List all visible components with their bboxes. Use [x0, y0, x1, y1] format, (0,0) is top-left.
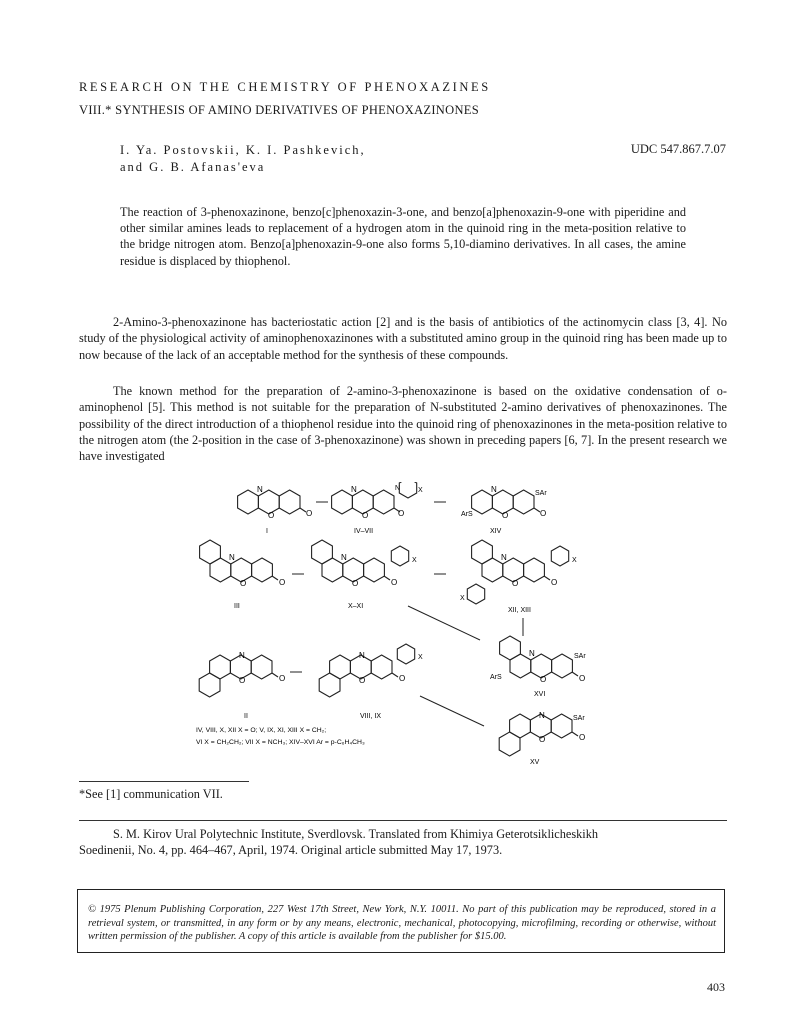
- atom-o: O: [551, 578, 558, 587]
- affiliation-line-2: Soedinenii, No. 4, pp. 464–467, April, 1974. Original article submitted May 17, 1973.: [79, 843, 503, 858]
- atom-sar: SAr: [573, 715, 585, 722]
- authors-line-2: and G. B. Afanas'eva: [120, 160, 266, 174]
- atom-o: O: [579, 674, 586, 683]
- atom-o: O: [352, 579, 359, 588]
- paper-title: VIII.* SYNTHESIS OF AMINO DERIVATIVES OF PHENOXAZINONES: [79, 103, 479, 117]
- atom-n: N: [491, 485, 497, 494]
- atom-o: O: [540, 509, 547, 518]
- atom-sar: SAr: [535, 490, 547, 497]
- atom-o: O: [391, 578, 398, 587]
- body-paragraph-2: [79, 383, 727, 464]
- label-III: III: [234, 603, 240, 610]
- atom-n: N: [501, 553, 507, 562]
- affiliation: [79, 826, 729, 859]
- atom-n: N: [257, 485, 263, 494]
- atom-x: X: [418, 487, 423, 494]
- paragraph-text: The known method for the preparation of 2-amino-3-phenoxazinone is based on the oxidative condensation of o-aminophenol [5]. This method is not suitable for the preparation of N-substituted 2-amino derivatives of phenoxazinones. The possibility of the direct introduction of a thiophenol residue into the quinoid ring of phenoxazinones in the meta-position relative to the nitrogen atom (the 2-position in the case of 3-phenoxazinone) was shown in preceding papers [6, 7]. In the present research we have investigated: [79, 384, 727, 464]
- atom-o: O: [502, 511, 509, 520]
- label-XIV: XIV: [490, 528, 502, 535]
- label-X-XI: X–XI: [348, 603, 364, 610]
- atom-sar: SAr: [574, 653, 586, 660]
- body-paragraph-1: [79, 314, 727, 363]
- label-I: I: [266, 528, 268, 535]
- scheme-legend-line-1: IV, VIII, X, XII X = O; V, IX, XI, XIII X = CH₂;: [196, 727, 327, 734]
- atom-o: O: [239, 676, 246, 685]
- atom-x: X: [460, 595, 465, 602]
- footnote: *See [1] communication VII.: [79, 787, 223, 801]
- atom-n: N: [351, 485, 357, 494]
- series-title: RESEARCH ON THE CHEMISTRY OF PHENOXAZINES: [79, 80, 491, 94]
- atom-o: O: [540, 675, 547, 684]
- atom-n: N: [395, 485, 401, 492]
- atom-n: N: [529, 649, 535, 658]
- atom-o: O: [399, 674, 406, 683]
- affiliation-line-1: S. M. Kirov Ural Polytechnic Institute, Sverdlovsk. Translated from Khimiya Geterotsiklicheskikh: [113, 827, 598, 841]
- authors-line-1: I. Ya. Postovskii, K. I. Pashkevich,: [120, 143, 366, 157]
- page-number: 403: [707, 980, 725, 994]
- atom-o: O: [579, 733, 586, 742]
- atom-n: N: [539, 711, 545, 720]
- atom-n: N: [359, 651, 365, 660]
- label-XII-XIII: XII, XIII: [508, 607, 531, 614]
- compound-XVI: [500, 636, 578, 678]
- label-II: II: [244, 713, 248, 720]
- label-IV-VII: IV–VII: [354, 528, 374, 535]
- abstract: The reaction of 3-phenoxazinone, benzo[c]phenoxazin-3-one, and benzo[a]phenoxazin-9-one with piperidine and other similar amines leads to replacement of a hydrogen atom in the quinoid ring in the meta-position relative to the bridge nitrogen atom. Benzo[a]phenoxazin-9-one also forms 5,10-diamino derivatives. In all cases, the amine residue is displaced by thiophenol.: [120, 205, 686, 268]
- label-XVI: XVI: [534, 691, 546, 698]
- atom-o: O: [512, 579, 519, 588]
- atom-o: O: [362, 511, 369, 520]
- footnote-divider: [79, 781, 249, 782]
- compound-III: [200, 540, 278, 582]
- atom-x: X: [418, 654, 423, 661]
- atom-ars: ArS: [461, 511, 473, 518]
- atom-n: N: [239, 651, 245, 660]
- atom-x: X: [572, 557, 577, 564]
- atom-n: N: [229, 553, 235, 562]
- atom-o: O: [539, 735, 546, 744]
- reaction-scheme: [190, 482, 610, 777]
- affiliation-divider: [79, 820, 727, 821]
- atom-o: O: [279, 578, 286, 587]
- atom-o: O: [279, 674, 286, 683]
- atom-o: O: [306, 509, 313, 518]
- authors: [120, 142, 366, 176]
- label-XV: XV: [530, 759, 540, 766]
- atom-o: O: [240, 579, 247, 588]
- arrow: [420, 696, 484, 726]
- arrow: [408, 606, 480, 640]
- label-VIII-IX: VIII, IX: [360, 713, 382, 720]
- atom-ars: ArS: [490, 674, 502, 681]
- scheme-legend-line-2: VI X = CH₂CH₂; VII X = NCH₃; XIV–XVI Ar = p-C₆H₄CH₃: [196, 739, 365, 746]
- compound-X-XI: [312, 540, 409, 582]
- atom-n: N: [341, 553, 347, 562]
- udc-code: UDC 547.867.7.07: [630, 142, 726, 156]
- atom-x: X: [412, 557, 417, 564]
- atom-o: O: [268, 511, 275, 520]
- paragraph-text: 2-Amino-3-phenoxazinone has bacteriostatic action [2] and is the basis of antibiotics of the actinomycin class [3, 4]. No study of the physiological activity of aminophenoxazinones with a substituted amino group in the quinoid ring has been made up to now because of the lack of an acceptable method for the synthesis of these compounds.: [79, 315, 727, 362]
- atom-o: O: [398, 509, 405, 518]
- compound-VIII-IX: [319, 644, 415, 697]
- atom-o: O: [359, 676, 366, 685]
- compound-XII-XIII: [467, 540, 568, 604]
- copyright-notice: © 1975 Plenum Publishing Corporation, 227 West 17th Street, New York, N.Y. 10011. No part of this publication may be reproduced, stored in a retrieval system, or transmitted, in any form or by any means, electronic, mechanical, photocopying, microfilming, recording or otherwise, without written permission of the publisher. A copy of this article is available from the publisher for $15.00.: [88, 904, 716, 942]
